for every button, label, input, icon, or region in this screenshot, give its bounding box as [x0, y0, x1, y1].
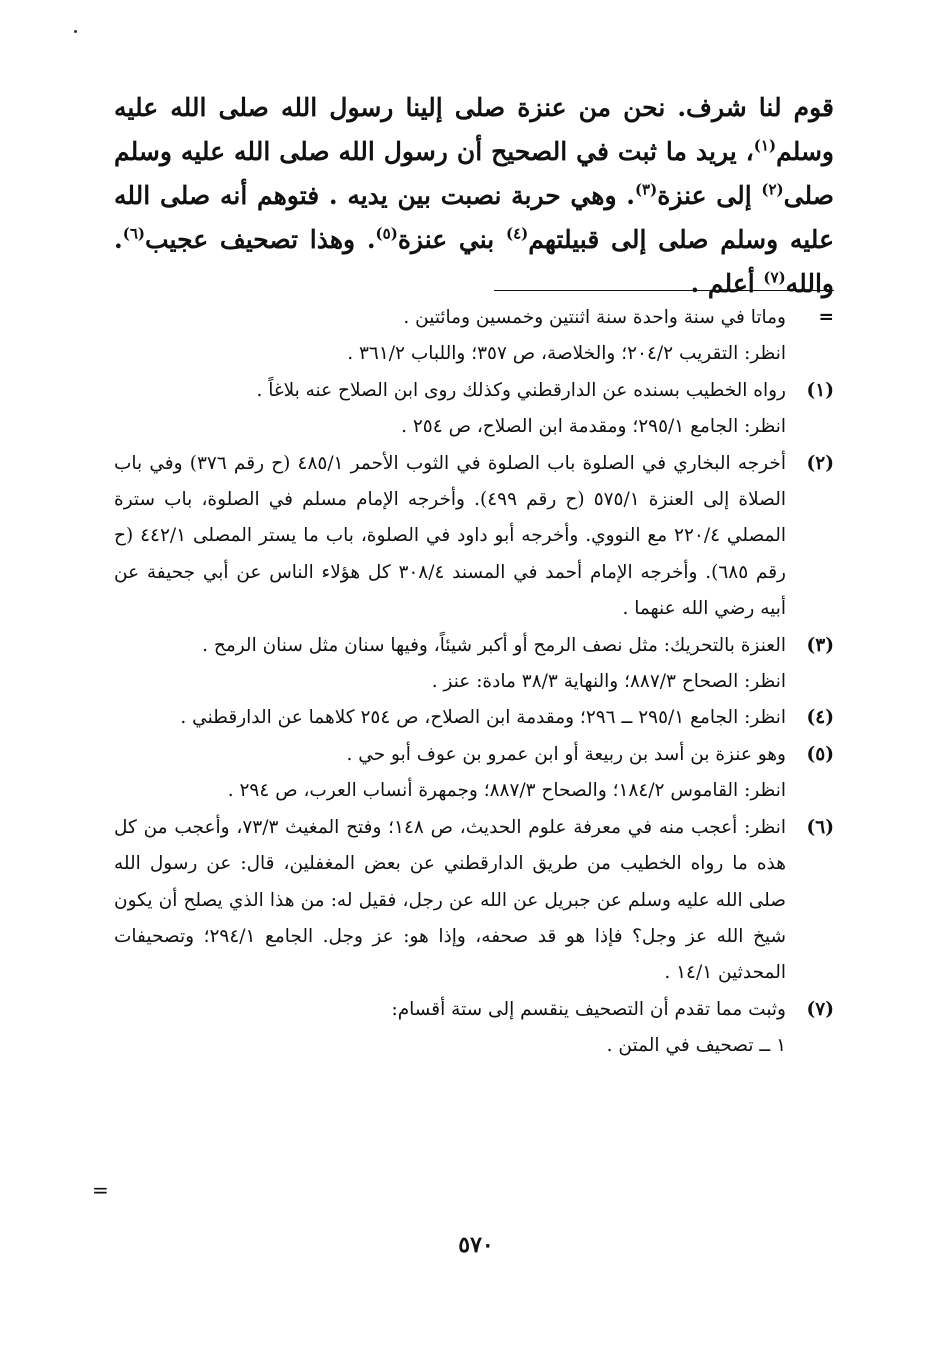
- page-number: ٥٧٠: [458, 1232, 494, 1258]
- footnote-text: انظر: القاموس ١٨٤/٢؛ والصحاح ٨٨٧/٣؛ وجمهرة أنساب العرب، ص ٢٩٤ .: [227, 780, 786, 802]
- footnote-separator: [494, 290, 834, 291]
- footnote-text: انظر: أعجب منه في معرفة علوم الحديث، ص ١٤٨؛ وفتح المغيث ٧٣/٣، وأعجب من كل هذه ما رواه الخطيب من طريق الدارقطني عن بعض المغفلين، قال: عن رسول الله صلى الله عليه وسلم عن جبريل عن الله عن رجل، فقيل له: من هذا الذي يصلح أن يكون شيخ الله عز وجل؟ فإذا هو قد صحفه، وإذا هو: عز وجل. الجامع ٢٩٤/١؛ وتصحيفات المحدثين ١٤/١ .: [114, 816, 786, 984]
- main-text-segment: أعلم .: [690, 269, 764, 298]
- footnote-text: انظر: التقريب ٢٠٤/٢؛ والخلاصة، ص ٣٥٧؛ واللباب ٣٦١/٢ .: [347, 343, 786, 365]
- footnote-body: [114, 737, 786, 810]
- footnote-body: [114, 810, 786, 992]
- footnote-body: [114, 992, 786, 1065]
- footnote-text: أخرجه البخاري في الصلوة باب الصلوة في الثوب الأحمر ٤٨٥/١ (ح رقم ٣٧٦) وفي باب الصلاة إلى العنزة ٥٧٥/١ (ح رقم ٤٩٩). وأخرجه الإمام مسلم في الصلوة، باب سترة المصلي ٢٢٠/٤ مع النووي. وأخرجه أبو داود في الصلوة، باب ما يستر المصلى ٤٤٢/١ (ح رقم ٦٨٥). وأخرجه الإمام أحمد في المسند ٣٠٨/٤ كل هؤلاء الناس عن أبي جحيفة عن أبيه رضي الله عنهما .: [114, 452, 786, 620]
- footnote-marker: =: [818, 307, 834, 328]
- footnotes: [114, 300, 834, 1065]
- main-text-segment: ، يريد ما ثبت في الصحيح أن رسول الله صلى الله عليه وسلم: [114, 137, 754, 166]
- footnote-text: العنزة بالتحريك: مثل نصف الرمح أو أكبر شيئاً، وفيها سنان مثل سنان الرمح .: [202, 634, 786, 656]
- main-text-segment: صلى إلى قبيلتهم: [528, 225, 709, 254]
- main-text-segment: إلى عنزة: [657, 181, 762, 210]
- scan-speck: [74, 30, 77, 33]
- main-text: [114, 86, 834, 306]
- footnote-ref: (٤): [505, 224, 529, 243]
- footnote-body: [114, 628, 786, 701]
- footnote-text: انظر: الصحاح ٨٨٧/٣؛ والنهاية ٣٨/٣ مادة: عنز .: [431, 671, 786, 693]
- footnote-marker: (٢): [806, 452, 834, 474]
- footnote-ref: (٧): [763, 268, 786, 287]
- footnote-1: [114, 373, 834, 446]
- footnote-body: [114, 700, 786, 736]
- main-text-segment: وسلم: [776, 137, 834, 166]
- footnote-marker: (٥): [806, 743, 834, 765]
- main-text-segment: صلى: [783, 181, 834, 210]
- footnote-text: رواه الخطيب بسنده عن الدارقطني وكذلك روى ابن الصلاح عنه بلاغاً .: [256, 379, 786, 401]
- footnote-text: ١ ــ تصحيف في المتن .: [606, 1035, 786, 1057]
- footnote-marker: (٤): [806, 707, 834, 729]
- footnote-body: [114, 300, 786, 373]
- main-text-line: [114, 86, 834, 306]
- footnote-ref: (٥): [375, 224, 398, 243]
- footnote-marker: (٧): [806, 998, 834, 1020]
- footnote-7: [114, 992, 834, 1065]
- footnote-ref: (٦): [122, 224, 145, 243]
- main-text-segment: قوم لنا شرف. نحن من عنزة صلى إلينا رسول الله صلى الله عليه: [114, 93, 834, 122]
- main-text-segment: بني عنزة: [397, 225, 506, 254]
- footnote-2: [114, 446, 834, 628]
- footnote-text: وثبت مما تقدم أن التصحيف ينقسم إلى ستة أقسام:: [391, 998, 786, 1020]
- footnote-text: انظر: الجامع ٢٩٥/١؛ ومقدمة ابن الصلاح، ص ٢٥٤ .: [401, 416, 786, 438]
- footnote-marker: (٦): [806, 816, 834, 838]
- main-text-segment: . والله: [114, 225, 834, 298]
- footnote-body: [114, 373, 786, 446]
- footnote-ref: (٢): [761, 180, 784, 199]
- footnote-5: [114, 737, 834, 810]
- footnote-3: [114, 628, 834, 701]
- footnote-marker: (٣): [806, 634, 834, 656]
- continuation-marker: =: [92, 1178, 109, 1202]
- footnote-ref: (٣): [634, 180, 658, 199]
- footnote-4: [114, 700, 834, 736]
- footnote-body: [114, 446, 786, 628]
- footnote-ref: (١): [753, 136, 777, 155]
- footnote-text: وهو عنزة بن أسد بن ربيعة أو ابن عمرو بن عوف أبو حي .: [346, 743, 786, 765]
- footnote-6: [114, 810, 834, 992]
- main-text-segment: . وهذا تصحيف عجيب: [145, 225, 376, 254]
- footnote-marker: (١): [806, 379, 834, 401]
- footnote-continuation: [114, 300, 834, 373]
- main-text-segment: . وهي حربة نصبت بين يديه . فتوهم أنه صلى الله عليه وسلم: [114, 181, 835, 254]
- footnote-text: وماتا في سنة واحدة سنة اثنتين وخمسين ومائتين .: [403, 307, 786, 328]
- footnote-text: انظر: الجامع ٢٩٥/١ ــ ٢٩٦؛ ومقدمة ابن الصلاح، ص ٢٥٤ كلاهما عن الدارقطني .: [180, 707, 786, 729]
